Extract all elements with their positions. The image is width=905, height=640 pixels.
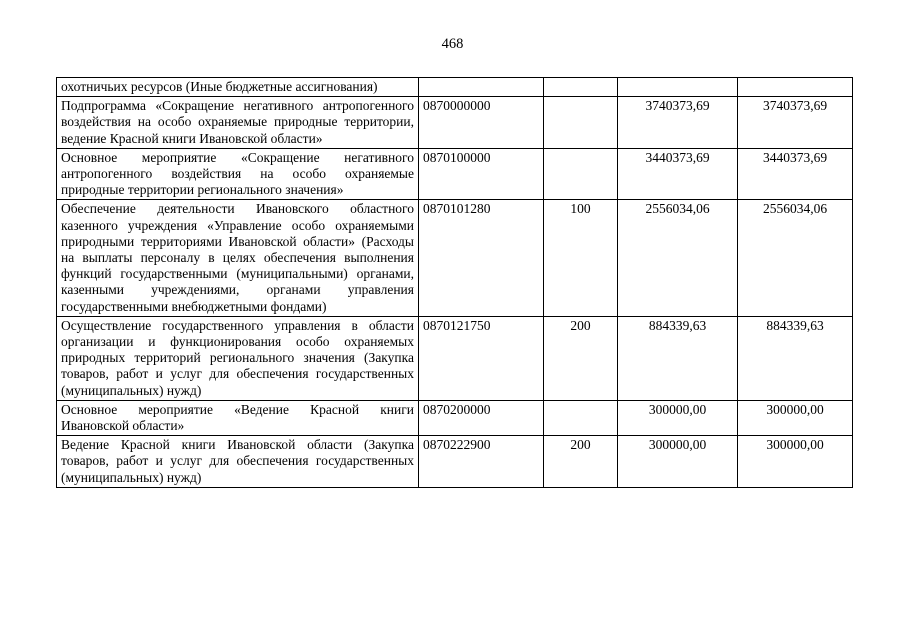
row-expense-type [544,148,618,200]
row-expense-type [544,97,618,149]
row-name: Осуществление государственного управления в области организации и функционирования особо охраняемых природных территорий регионального значения (Закупка товаров, работ и услуг для обеспечения государственных (муниципальных) нужд) [57,316,419,400]
row-amount-1: 300000,00 [618,436,738,488]
row-name: Ведение Красной книги Ивановской области (Закупка товаров, работ и услуг для обеспечения государственных (муниципальных) нужд) [57,436,419,488]
row-amount-1: 2556034,06 [618,200,738,316]
row-expense-type: 100 [544,200,618,316]
row-name: Основное мероприятие «Ведение Красной книги Ивановской области» [57,400,419,435]
row-target-code [419,78,544,97]
row-name: Основное мероприятие «Сокращение негативного антропогенного воздействия на особо охраняемые природные территории регионального значения» [57,148,419,200]
row-amount-2: 300000,00 [738,436,853,488]
table-row [57,316,853,400]
row-name: Обеспечение деятельности Ивановского областного казенного учреждения «Управление особо охраняемыми природными территориями Ивановской области» (Расходы на выплаты персоналу в целях обеспечения выполнения функций государственными (муниципальными) органами, казенными учреждениями, органами управления государственными внебюджетными фондами) [57,200,419,316]
page-number: 468 [441,36,464,52]
row-target-code: 0870121750 [419,316,544,400]
table-row [57,78,853,97]
budget-table [56,77,853,488]
row-amount-2: 2556034,06 [738,200,853,316]
row-amount-1: 300000,00 [618,400,738,435]
row-amount-2 [738,78,853,97]
row-expense-type: 200 [544,436,618,488]
table-row [57,436,853,488]
row-amount-2: 300000,00 [738,400,853,435]
row-amount-1 [618,78,738,97]
table-row [57,97,853,149]
row-target-code: 0870000000 [419,97,544,149]
row-amount-2: 884339,63 [738,316,853,400]
row-target-code: 0870200000 [419,400,544,435]
table-row [57,148,853,200]
row-amount-2: 3740373,69 [738,97,853,149]
row-target-code: 0870101280 [419,200,544,316]
row-name: Подпрограмма «Сокращение негативного антропогенного воздействия на особо охраняемые природные территории, ведение Красной книги Ивановской области» [57,97,419,149]
table-row [57,200,853,316]
row-amount-1: 3440373,69 [618,148,738,200]
row-target-code: 0870222900 [419,436,544,488]
row-expense-type [544,400,618,435]
row-expense-type [544,78,618,97]
row-amount-1: 3740373,69 [618,97,738,149]
row-amount-1: 884339,63 [618,316,738,400]
row-target-code: 0870100000 [419,148,544,200]
row-expense-type: 200 [544,316,618,400]
table-row [57,400,853,435]
row-amount-2: 3440373,69 [738,148,853,200]
row-name: охотничьих ресурсов (Иные бюджетные ассигнования) [57,78,419,97]
